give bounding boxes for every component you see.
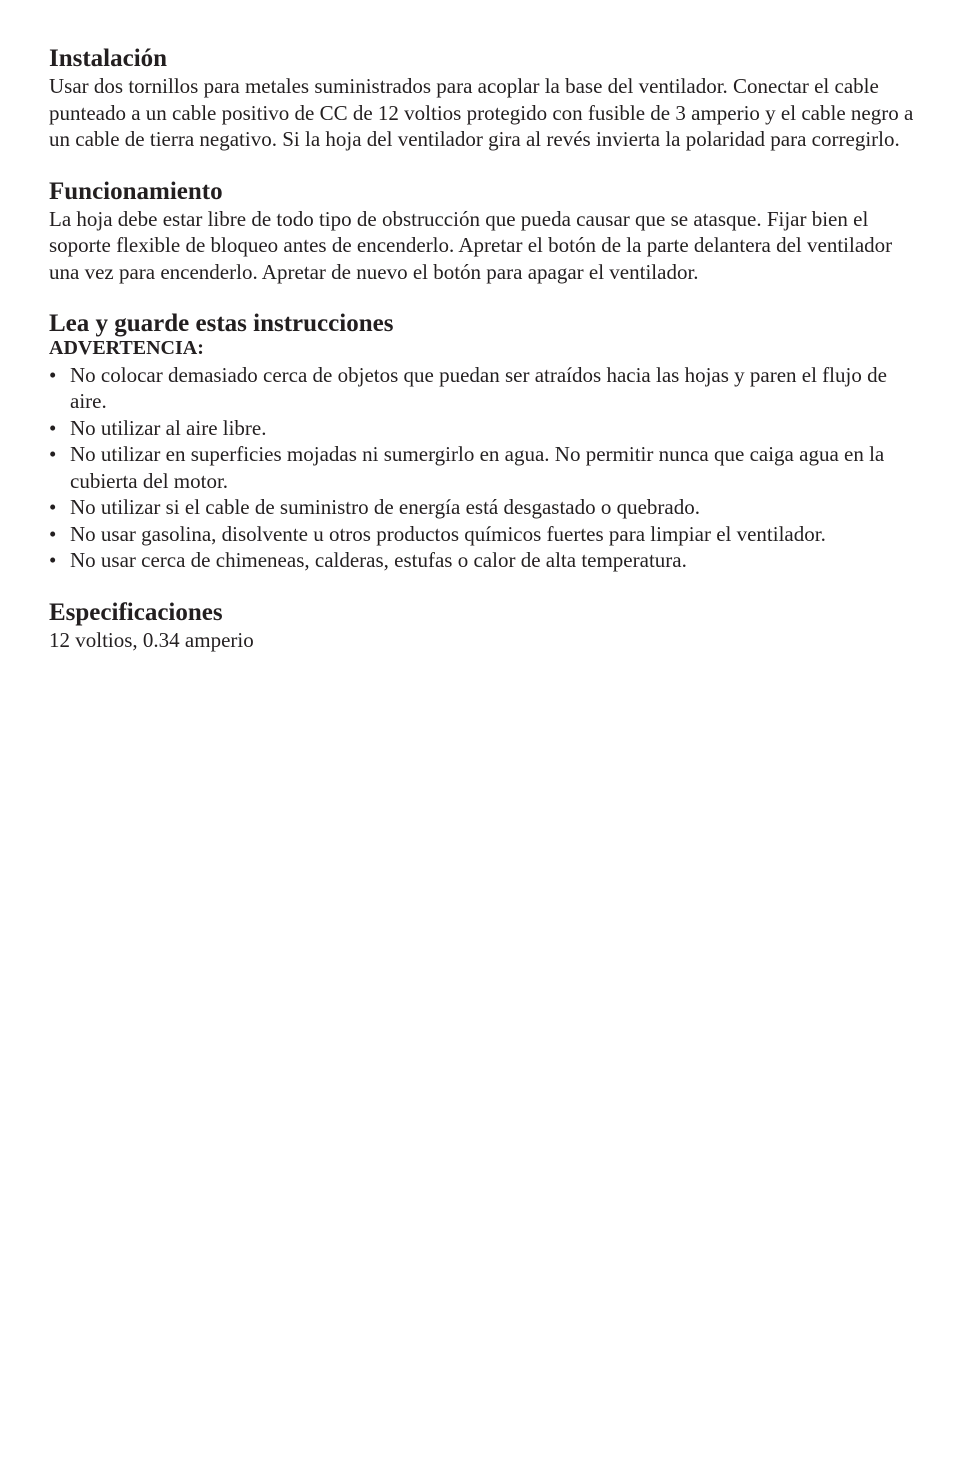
specifications-heading: Especificaciones [49, 598, 223, 626]
operation-section [49, 177, 915, 286]
installation-text: Usar dos tornillos para metales suministrados para acoplar la base del ventilador. Conectar el cable punteado a un cable positivo de CC de 12 voltios protegido con fusible de 3 amperio y el cable negro a un cable de tierra negativo. Si la hoja del ventilador gira al revés invierta la polaridad para corregirlo. [49, 74, 914, 151]
instructions-heading: Lea y guarde estas instrucciones [49, 310, 394, 337]
list-item [49, 521, 915, 548]
list-item [49, 362, 915, 415]
list-item-text: No utilizar en superficies mojadas ni sumergirlo en agua. No permitir nunca que caiga agua en la cubierta del motor. [70, 442, 885, 493]
list-item-text: No usar cerca de chimeneas, calderas, estufas o calor de alta temperatura. [70, 548, 687, 572]
list-item-text: No utilizar al aire libre. [70, 415, 267, 440]
bullet-icon: • [49, 415, 57, 440]
operation-text: La hoja debe estar libre de todo tipo de obstrucción que pueda causar que se atasque. Fijar bien el soporte flexible de bloqueo antes de encenderlo. Apretar el botón de la parte delantera del ventilador una vez para encenderlo. Apretar de nuevo el botón para apagar el ventilador. [49, 206, 893, 284]
list-item [49, 547, 915, 574]
list-item [49, 415, 915, 442]
bullet-icon: • [49, 362, 57, 387]
list-item-text: No usar gasolina, disolvente u otros productos químicos fuertes para limpiar el ventilador. [70, 521, 826, 546]
instructions-section [49, 309, 915, 574]
warning-label: ADVERTENCIA: [49, 337, 204, 359]
specifications-section [49, 598, 915, 654]
bullet-icon: • [49, 521, 57, 546]
list-item-text: No utilizar si el cable de suministro de energía está desgastado o quebrado. [70, 495, 700, 519]
bullet-icon: • [49, 548, 57, 572]
warning-list [49, 362, 915, 574]
list-item [49, 441, 915, 494]
bullet-icon: • [49, 495, 57, 519]
installation-heading: Instalación [49, 45, 168, 72]
specifications-text: 12 voltios, 0.34 amperio [49, 627, 254, 652]
bullet-icon: • [49, 442, 57, 466]
operation-heading: Funcionamiento [49, 177, 223, 205]
list-item-text: No colocar demasiado cerca de objetos que puedan ser atraídos hacia las hojas y paren el flujo de aire. [70, 362, 887, 413]
installation-section [49, 44, 915, 153]
list-item [49, 494, 915, 521]
document-page [49, 44, 915, 653]
